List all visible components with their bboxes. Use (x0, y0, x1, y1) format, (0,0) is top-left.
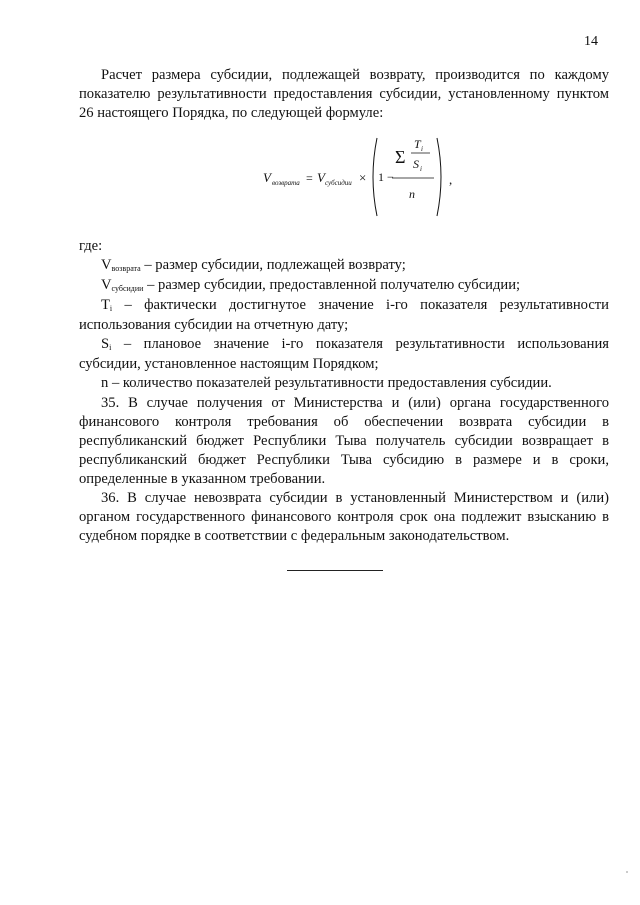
definition-line: Vвозврата – размер субсидии, подлежащей возврату; (101, 257, 406, 273)
formula-v: V (317, 170, 325, 185)
left-paren (373, 138, 377, 216)
formula-lhs-sub: возврата (272, 179, 300, 187)
formula-v-sub: субсидии (325, 179, 352, 187)
end-rule (287, 570, 383, 571)
formula-times: × (359, 170, 367, 185)
right-paren (437, 138, 441, 216)
formula-t: T (414, 137, 421, 151)
definition-line: Vсубсидии – размер субсидии, предоставленной получателю субсидии; (101, 277, 521, 293)
paragraph-35: 35. В случае получения от Министерства и (или) органа государственного финансового контроля требования об обеспечении возврата субсидии в республиканский бюджет Республики Тыва получатель субсидии возвращает в республиканский бюджет Республики Тыва субсидию в размере и в сроки, определенные в указанном требовании. (79, 395, 609, 487)
formula-lhs: V (263, 170, 271, 185)
definition-line: n – количество показателей результативности предоставления субсидии. (101, 375, 552, 391)
definitions-block (79, 237, 609, 546)
formula-one-minus: 1 − (378, 170, 394, 184)
page-number: 14 (584, 34, 598, 49)
formula-comma: , (449, 172, 453, 187)
formula-equals: = (306, 171, 313, 185)
intro-paragraph (79, 66, 609, 123)
definition-line: Ti – фактически достигнутое значение i-го показателя результативности использования субсидии на отчетную дату; (79, 297, 609, 333)
formula-sum: Σ (395, 147, 406, 167)
formula-t-sub: i (421, 145, 423, 153)
formula-s-sub: i (420, 165, 422, 173)
intro-text: Расчет размера субсидии, подлежащей возврату, производится по каждому показателю результативности предоставления субсидии, установленному пунктом 26 настоящего Порядка, по следующей формуле: (79, 67, 609, 121)
where-label: где: (79, 238, 103, 254)
formula-svg (263, 136, 463, 218)
paragraph-36: 36. В случае невозврата субсидии в установленный Министерством и (или) органом государственного финансового контроля срок она подлежит взысканию в судебном порядке в соответствии с федеральным законодательством. (79, 490, 609, 544)
formula (263, 136, 463, 218)
definition-line: Si – плановое значение i-го показателя результативности использования субсидии, установленное настоящим Порядком; (79, 336, 609, 372)
scan-speck (626, 871, 628, 873)
formula-n: n (409, 187, 415, 201)
formula-s: S (413, 157, 419, 171)
